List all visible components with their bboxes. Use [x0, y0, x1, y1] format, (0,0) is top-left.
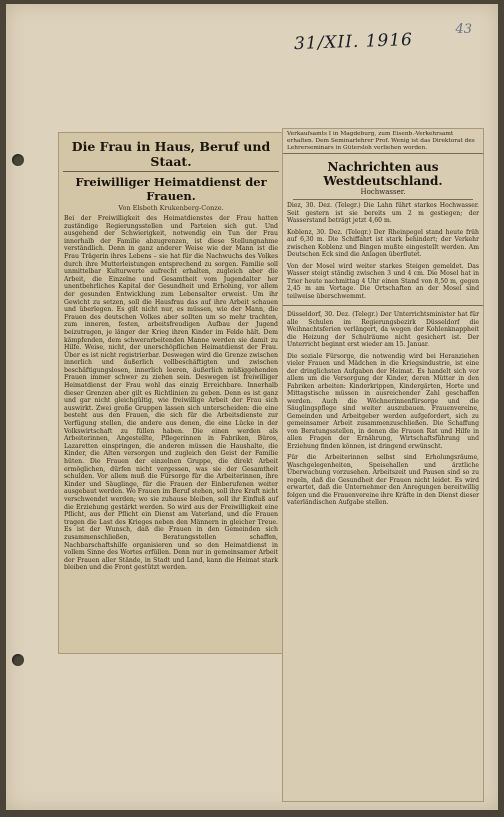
handwritten-date: 31/XII. 1916 — [293, 29, 414, 55]
punch-hole — [12, 154, 24, 166]
archive-sheet — [6, 4, 498, 810]
left-article-headline: Die Frau in Haus, Beruf und Staat. — [63, 133, 279, 172]
punch-hole — [12, 654, 24, 666]
left-article-author: Von Elsbeth Krukenberg-Conze. — [118, 204, 224, 212]
right-headline: Nachrichten aus Westdeutschland. — [323, 160, 443, 189]
right-top-strip: Verkaufsamts I in Magdeburg, zum Eisenb.-Verkehrsamt erhalten. Dem Seminarlehrer Prof. Wenig ist das Direktorat des Lehrerseminars in Gütersloh verliehen worden. — [283, 129, 483, 154]
right-paragraph: Diez, 30. Dez. (Telegr.) Die Lahn führt starkes Hochwasser. Seit gestern ist sie bereits um 2 m gestiegen; der Wasserstand beträgt jetzt 4,60 m. — [287, 202, 479, 225]
right-paragraph: Düsseldorf, 30. Dez. (Telegr.) Der Unterrichtsminister hat für alle Schulen im Regierungsbezirk Düsseldorf die Weihnachtsferien verlängert, da wegen der Kohlenknappheit die Heizung der Schulräume nicht gesichert ist. Der Unterricht beginnt erst wieder am 15. Januar. — [287, 311, 479, 349]
right-paragraph: Koblenz, 30. Dez. (Telegr.) Der Rheinpegel stand heute früh auf 6,30 m. Die Schiffahrt ist stark behindert; der Verkehr zwischen Koblenz und Bingen mußte eingestellt werden. Am Deutschen Eck sind die Anlagen überflutet. — [287, 228, 479, 259]
left-article-body: Bei der Freiwilligkeit des Heimatdienstes der Frau hatten zuständige Regierungsstellen und Parteien sich gut. Und ausgehend der Schwierigkeit, notwendig ein Tun der Frau innerhalb der Familie abzugrenzen, ist diese Stellungnahme verständlich. Denn in ganz anderer Weise wie der Mann ist die Frau Trägerin ihres Lebens – sie hat für die Nachwuchs des Volkes durch ihre Mutterleistungen entsprechend zu sorgen. Familie soll unmittelbar Kulturwerte aufrecht erhalten, zugleich aber die Arbeit, die Einzelne und Gesamtheit vom Jugendalter her unentbehrliches Kapital der Gesundheit und Erholung, vor allem der gesunden Entwicklung zum Lebensalter erweist. Um ihr Gewicht zu setzen, soll die Hausfrau das auf ihre Arbeit schauen und überlegen. Es gilt nicht nur, es müssen, wie der Mann, die Frauen des deutschen Volkes aber sollten um so mehr trachten, zum inneren, festen, arbeitsfreudigen Aufbau der Jugend beizutragen, je länger der Krieg ihren Kinder im Felde hält. Dem kämpfenden, dem schwerarbeitenden Manne werden sie damit zu Hilfe. Weise, nicht, der unerschöpflichen Heimatdienst der Frau. Über es ist nicht registrierbar. Deswegen wird die Grenze zwischen innerlich und äußerlich vollbeschäftigten und zwischen beschäftigungslosen, innerlich leeren, äußerlich müßiggehenden Frauen immer schwer zu ziehen sein. Deswegen ist freiwilliger Heimatdienst der Frau wohl das einzig Erreichbare. Innerhalb dieser Grenzen aber gilt es Richtlinien zu geben. Denn es ist ganz und gar nicht gleichgültig, wie freiwillige Arbeit der Frau sich auswirkt. Zwei große Gruppen lassen sich unterscheiden: die eine besteht aus den Frauen, die sich für die Arbeitsdienste zur Verfügung stellen, die andere aus denen, die eine Lücke in der Volkswirtschaft zu füllen haben. Die einen werden als Arbeiterinnen, Angestellte, Pflegerinnen in Fabriken, Büros, Lazaretten einspringen, die anderen müssen die Haushalte, die Kinder, die Alten versorgen und zugleich den Geist der Familie hüten. Die Frauen der einzelnen Gruppe, die direkt Arbeit ermöglichen, dürfen nicht vergessen, was sie der Gesamtheit schulden. Vor allem muß die Fürsorge für die Arbeiterinnen, ihre Kinder und Säuglinge, für die Frauen der Einberufenen weiter ausgebaut werden. Wo Frauen im Beruf stehen, soll ihre Kraft nicht verschwendet werden; wo sie zuhause bleiben, soll ihr Einfluß auf die Erziehung gestärkt werden. So wird aus der Freiwilligkeit eine Pflicht, aus der Pflicht ein Dienst am Vaterland, und die Frauen tragen die Last des Krieges neben den Männern in gleicher Treue. Es ist der Wunsch, daß die Frauen in den Gemeinden sich zusammenschließen, Beratungsstellen schaffen, Nachbarschaftshilfe organisieren und so den Heimatdienst in vollem Sinne des Wortes erfüllen. Denn nur in gemeinsamer Arbeit der Frauen aller Stände, in Stadt und Land, kann die Heimat stark bleiben und die Front gestützt werden. — [64, 215, 278, 572]
right-news-clipping — [282, 128, 484, 802]
right-paragraph: Die soziale Fürsorge, die notwendig wird bei Heranziehen vieler Frauen und Mädchen in die Kriegsindustrie, ist eine der dringlichsten Aufgaben der Heimat. Es handelt sich vor allem um die Versorgung der Kinder, deren Mütter in den Fabriken arbeiten: Kinderkrippen, Kindergärten, Horte und Mittagstische müssen in ausreichender Zahl geschaffen werden. Auch die Wöchnerinnenfürsorge und die Säuglingspflege sind weiter auszubauen. Frauenvereine, Gemeinden und Arbeitgeber werden aufgefordert, sich zu gemeinsamer Arbeit zusammenzuschließen. Die Schaffung von Beratungsstellen, in denen die Frauen Rat und Hilfe in allen Fragen der Ernährung, Wirtschaftsführung und Erziehung finden können, ist dringend erwünscht. — [287, 352, 479, 450]
right-dateline: Hochwasser. — [293, 188, 473, 200]
left-article-subheadline: Freiwilliger Heimatdienst der Frauen. — [75, 175, 267, 203]
right-paragraph: Für die Arbeiterinnen selbst sind Erholungsräume, Waschgelegenheiten, Speisehallen und ärztliche Überwachung vorzusehen. Arbeitszeit und Pausen sind so zu regeln, daß die Gesundheit der Frauen nicht leidet. Es wird erwartet, daß die Unternehmer den Anregungen bereitwillig folgen und die Frauenvereine ihre Kräfte in den Dienst dieser vaterländischen Aufgabe stellen. — [287, 454, 479, 507]
divider — [283, 305, 483, 306]
page-number: 43 — [455, 22, 472, 37]
right-paragraph: Von der Mosel wird weiter starkes Steigen gemeldet. Das Wasser steigt ständig zwischen 3 und 4 cm. Die Mosel hat in Trier heute nachmittag 4 Uhr einen Stand von 8,50 m, gegen 2,45 m am Vortage. Die Ortschaften an der Mosel sind teilweise überschwemmt. — [287, 262, 479, 300]
left-article-clipping — [58, 132, 284, 654]
